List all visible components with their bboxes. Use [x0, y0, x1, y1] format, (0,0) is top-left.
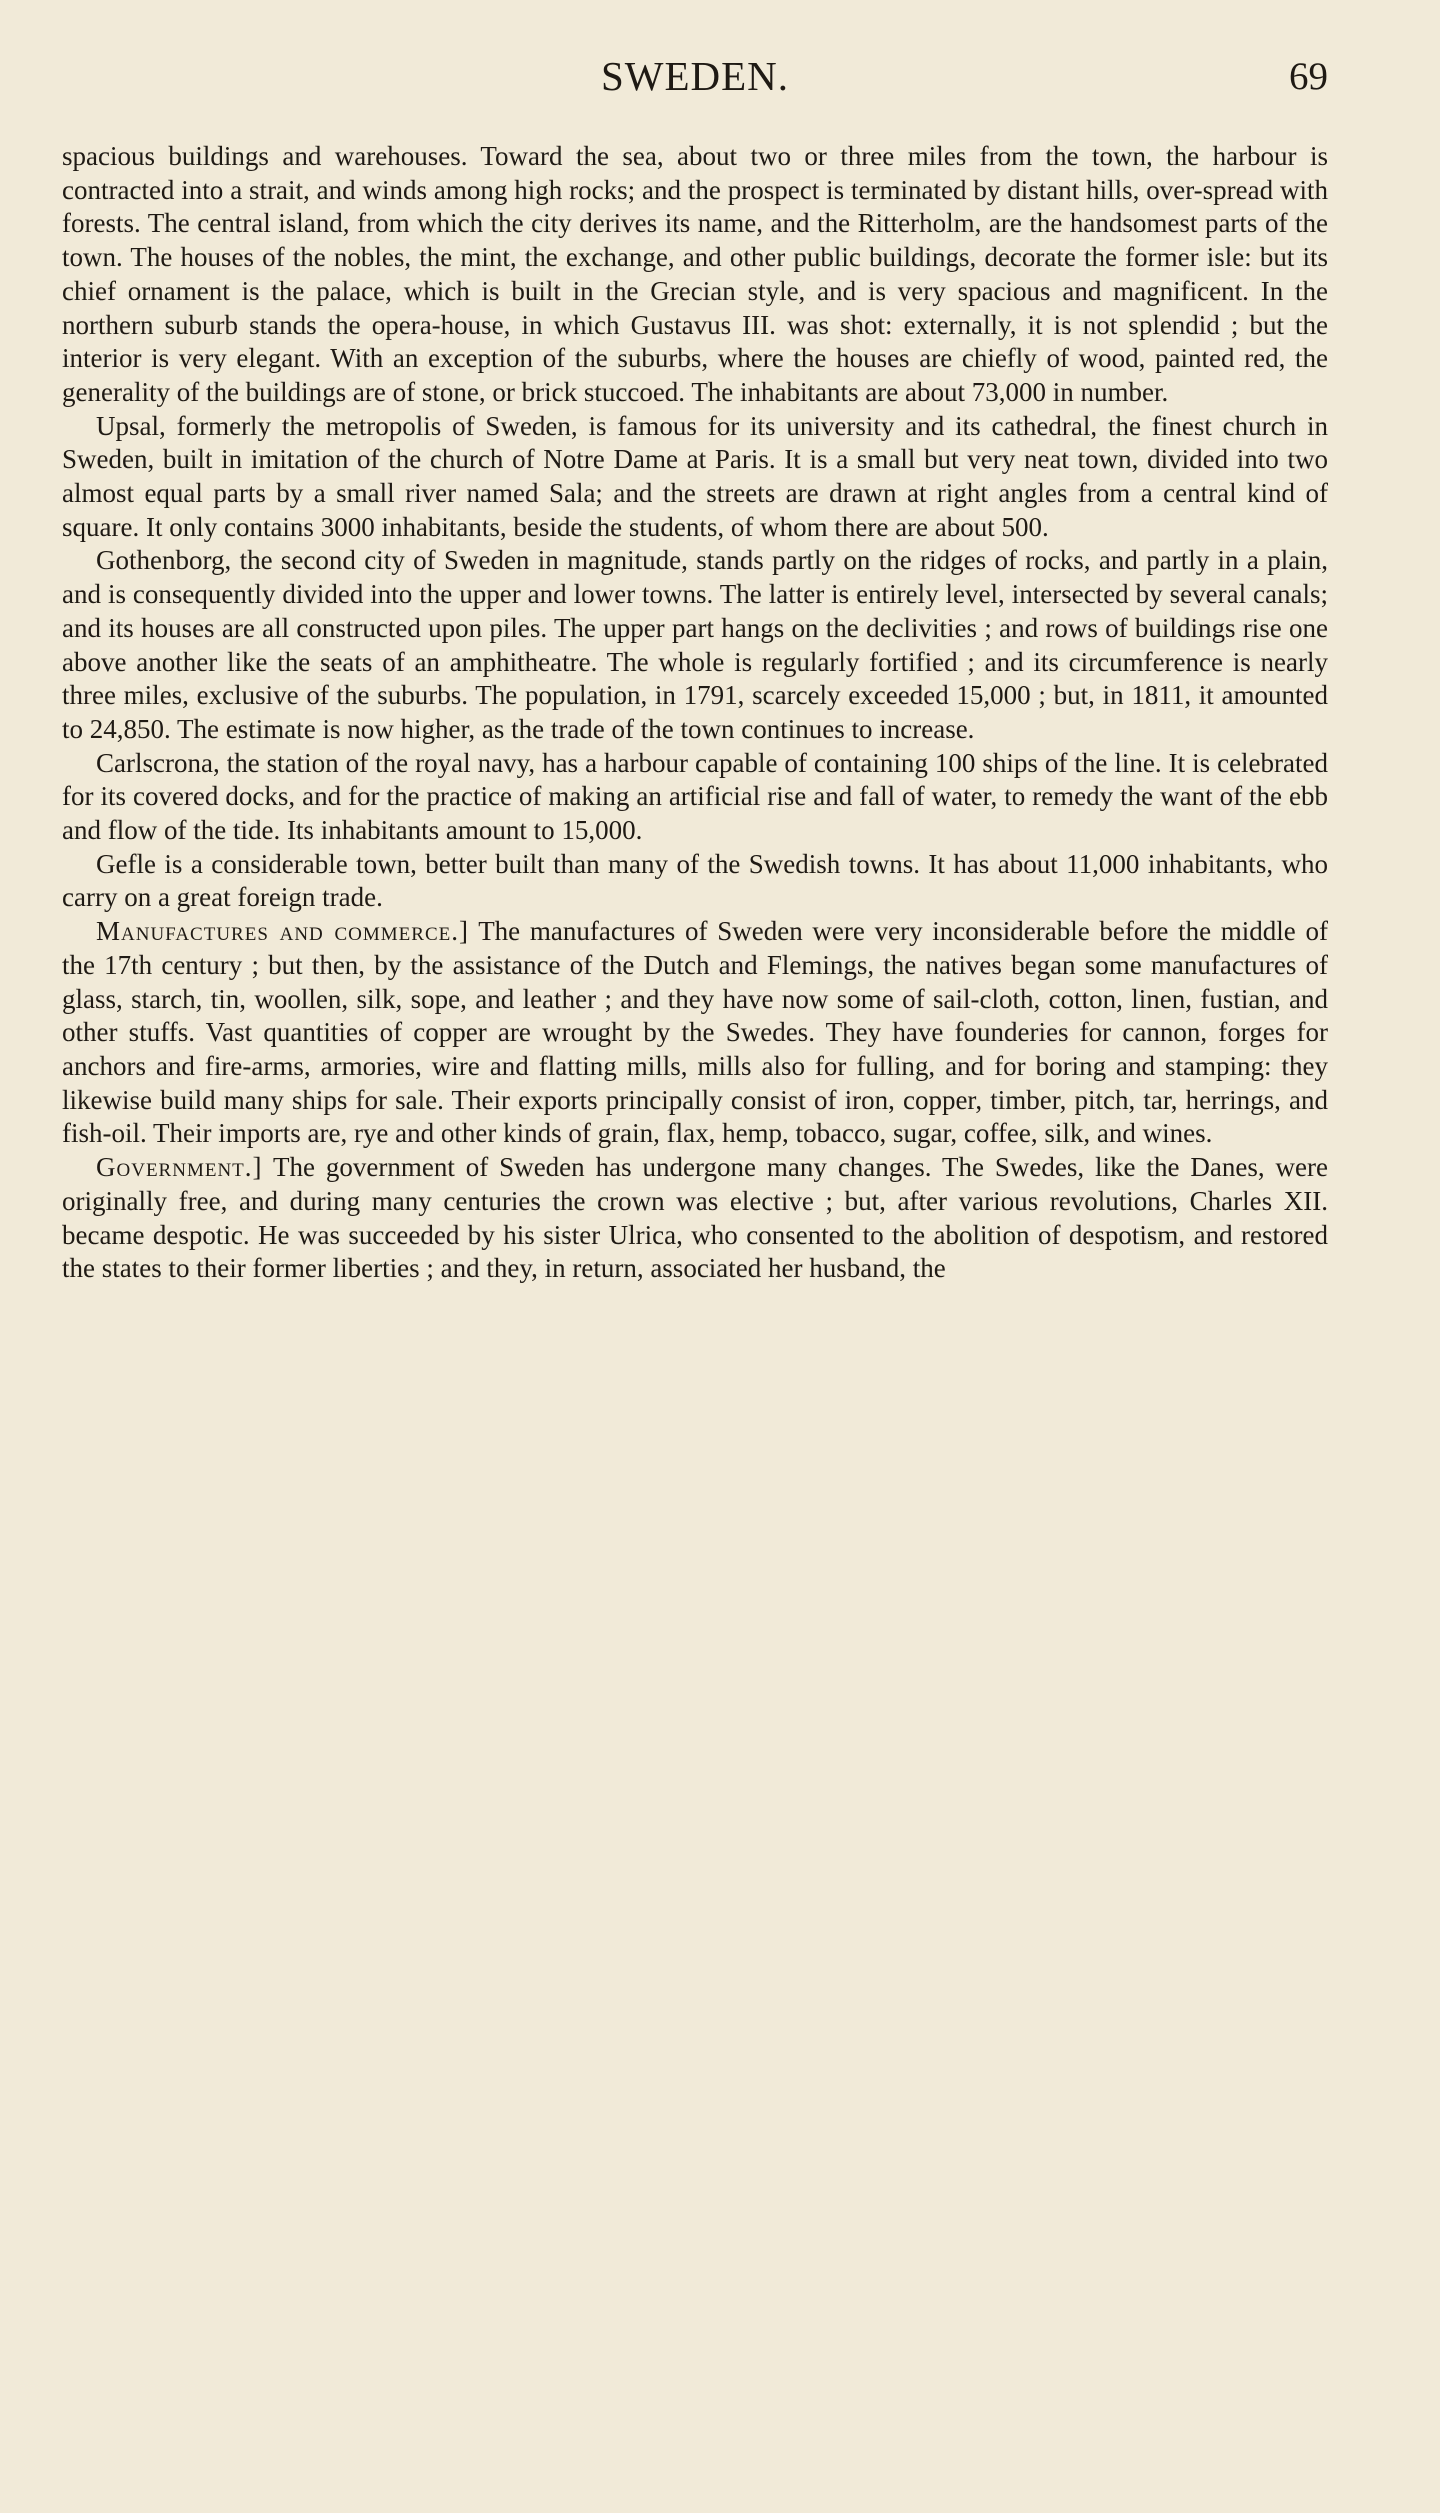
paragraph-government-text: The government of Sweden has undergone many changes. The Swedes, like the Danes, were originally free, and during many centuries the crown was elective ; but, after various revolutions, Charles XII. became despotic. He was succeeded by his sister Ulrica, who consented to the abolition of despotism, and restored the states to their former liberties ; and they, in return, associated her husband, the [62, 1152, 1328, 1284]
running-title: SWEDEN. [600, 53, 790, 99]
paragraph-manufactures [62, 915, 1328, 1151]
paragraph-stockholm-continued: spacious buildings and warehouses. Toward the sea, about two or three miles from the town, the harbour is contracted into a strait, and winds among high rocks; and the prospect is terminated by distant hills, over-spread with forests. The central island, from which the city derives its name, and the Ritterholm, are the handsomest parts of the town. The houses of the nobles, the mint, the exchange, and other public buildings, decorate the former isle: but its chief ornament is the palace, which is built in the Grecian style, and is very spacious and magnificent. In the northern suburb stands the opera-house, in which Gustavus III. was shot: externally, it is not splendid ; but the interior is very elegant. With an exception of the suburbs, where the houses are chiefly of wood, painted red, the generality of the buildings are of stone, or brick stuccoed. The inhabitants are about 73,000 in number. [62, 141, 1328, 407]
section-heading-government: Government.] [96, 1152, 263, 1183]
paragraph-government [62, 1151, 1328, 1286]
page-number: 69 [1289, 55, 1328, 98]
paragraph-gefle: Gefle is a considerable town, better built than many of the Swedish towns. It has about 11,000 inhabitants, who carry on a great foreign trade. [62, 848, 1328, 913]
paragraph-carlscrona: Carlscrona, the station of the royal navy, has a harbour capable of containing 100 ships of the line. It is celebrated for its covered docks, and for the practice of making an artificial rise and fall of water, to remedy the want of the ebb and flow of the tide. Its inhabitants amount to 15,000. [62, 747, 1328, 846]
running-head [62, 52, 1328, 110]
paragraph-upsal: Upsal, formerly the metropolis of Sweden, is famous for its university and its cathedral, the finest church in Sweden, built in imitation of the church of Notre Dame at Paris. It is a small but very neat town, divided into two almost equal parts by a small river named Sala; and the streets are drawn at right angles from a central kind of square. It only contains 3000 inhabitants, beside the students, of whom there are about 500. [62, 410, 1328, 542]
paragraph-manufactures-text: The manufactures of Sweden were very inconsiderable before the middle of the 17th century ; but then, by the assistance of the Dutch and Flemings, the natives began some manufactures of glass, starch, tin, woollen, silk, sope, and leather ; and they have now some of sail-cloth, cotton, linen, fustian, and other stuffs. Vast quantities of copper are wrought by the Swedes. They have founderies for cannon, forges for anchors and fire-arms, armories, wire and flatting mills, mills also for fulling, and for boring and stamping: they likewise build many ships for sale. Their exports principally consist of iron, copper, timber, pitch, tar, herrings, and fish-oil. Their imports are, rye and other kinds of grain, flax, hemp, tobacco, sugar, coffee, silk, and wines. [62, 916, 1328, 1149]
paragraph-gothenborg: Gothenborg, the second city of Sweden in magnitude, stands partly on the ridges of rocks, and partly in a plain, and is consequently divided into the upper and lower towns. The latter is entirely level, intersected by several canals; and its houses are all constructed upon piles. The upper part hangs on the declivities ; and rows of buildings rise one above another like the seats of an amphitheatre. The whole is regularly fortified ; and its circumference is nearly three miles, exclusive of the suburbs. The population, in 1791, scarcely exceeded 15,000 ; but, in 1811, it amounted to 24,850. The estimate is now higher, as the trade of the town continues to increase. [62, 545, 1328, 744]
section-heading-manufactures: Manufactures and commerce.] [96, 916, 469, 947]
body-text [62, 140, 1328, 1286]
